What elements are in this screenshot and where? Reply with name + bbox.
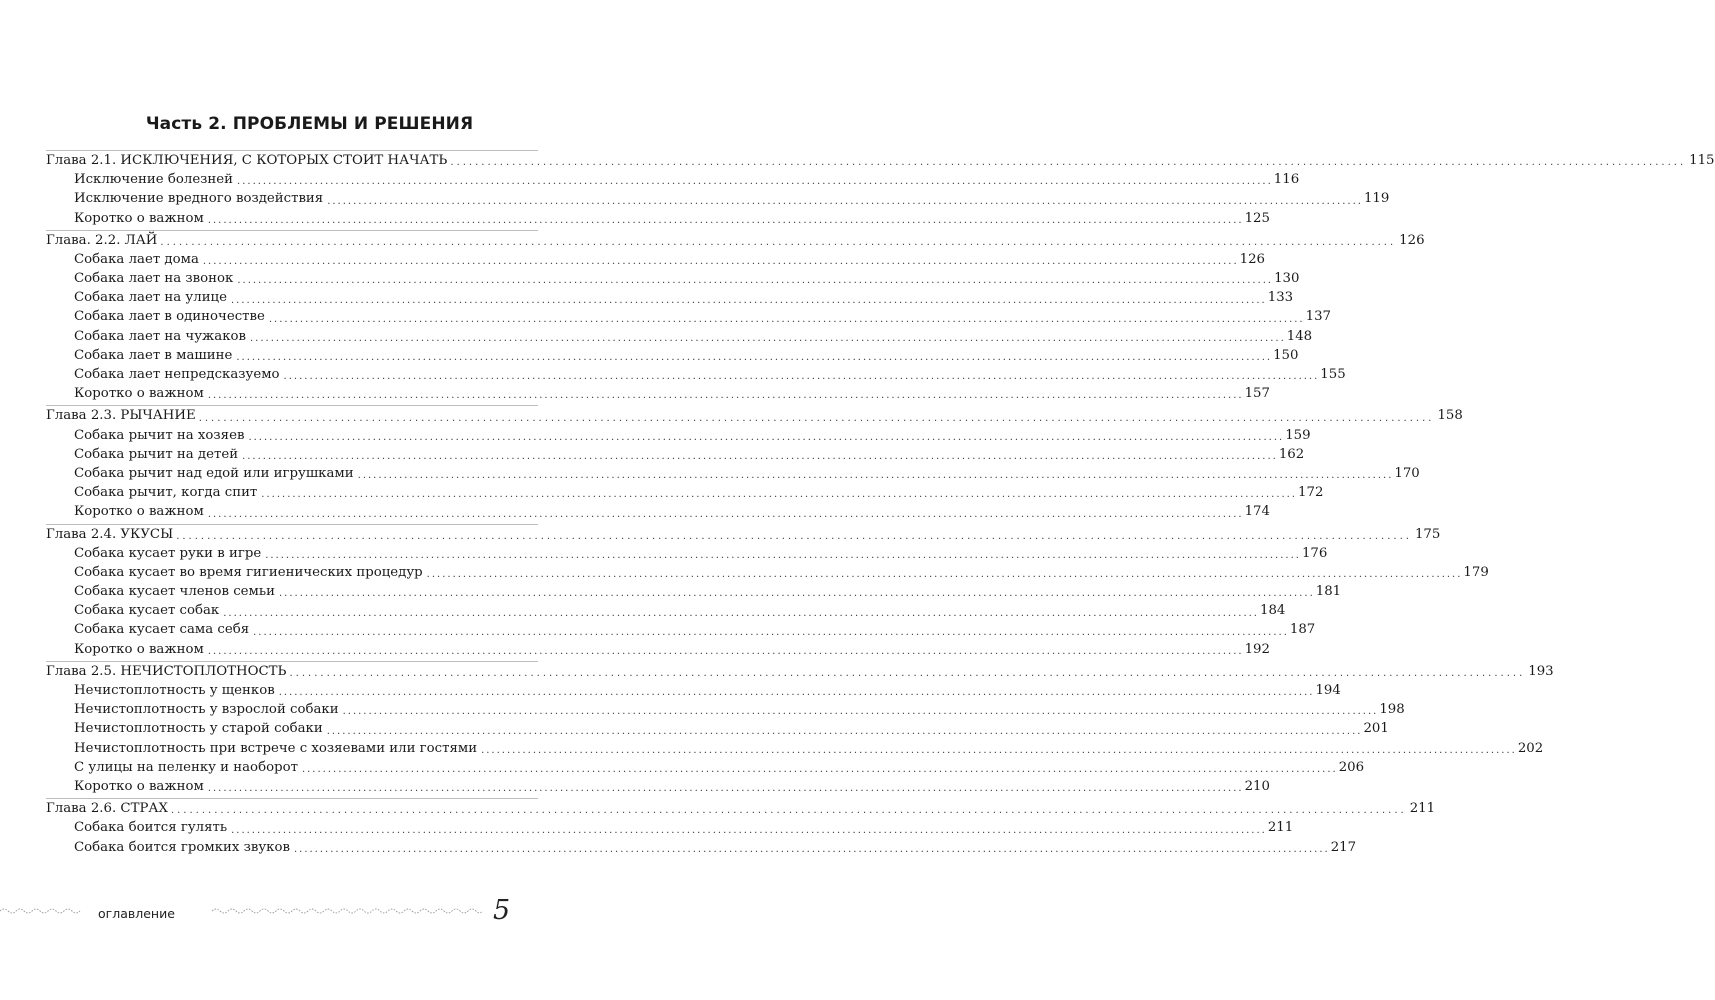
- toc-section-title: Собака боится громких звуков: [74, 839, 290, 855]
- toc-chapter-title: Глава 2.3. РЫЧАНИЕ: [46, 408, 196, 424]
- toc-section-page-number: 194: [1315, 683, 1341, 699]
- toc-section-title: Собака боится гулять: [74, 820, 228, 836]
- dot-leader: ........................................................................................................................................................................................................: [170, 805, 1407, 817]
- dot-leader: ........................................................................................................................................................................................................: [279, 588, 1315, 600]
- toc-section-page-number: 187: [1289, 622, 1316, 638]
- toc-section-page-number: 184: [1259, 603, 1286, 619]
- toc-section-title: Собака рычит на детей: [74, 446, 239, 462]
- dot-leader: ........................................................................................................................................................................................................: [207, 645, 1244, 657]
- toc-section-page-number: 130: [1274, 271, 1300, 287]
- toc-section-page-number: 201: [1363, 721, 1389, 737]
- page-number: 5: [493, 895, 511, 926]
- toc-chapter-page-number: 211: [1409, 801, 1436, 817]
- toc-section-row[interactable]: [46, 502, 1270, 521]
- toc-section-row[interactable]: [46, 838, 1357, 857]
- toc-section-page-number: 119: [1363, 191, 1390, 207]
- page-footer: [0, 897, 619, 927]
- dot-leader: ........................................................................................................................................................................................................: [278, 687, 1315, 699]
- footer-section-label: оглавление: [98, 906, 175, 921]
- toc-chapter-row[interactable]: [46, 798, 1436, 818]
- toc-section-page-number: 150: [1273, 347, 1299, 363]
- toc-section-page-number: 125: [1244, 210, 1270, 226]
- toc-section-page-number: 157: [1244, 386, 1270, 402]
- toc-section-row[interactable]: [46, 250, 1266, 269]
- dot-leader: ........................................................................................................................................................................................................: [253, 626, 1289, 638]
- toc-section-page-number: 170: [1394, 465, 1420, 481]
- toc-chapter-row[interactable]: [46, 524, 1441, 544]
- toc-section-title: Собака кусает сама себя: [74, 622, 250, 638]
- toc-section-title: Нечистоплотность у взрослой собаки: [74, 702, 339, 718]
- footer-wave-left-decoration: [0, 905, 80, 917]
- toc-section-title: С улицы на пеленку и наоборот: [74, 759, 298, 775]
- dot-leader: ........................................................................................................................................................................................................: [450, 157, 1687, 169]
- toc-chapter-title: Глава 2.4. УКУСЫ: [46, 526, 174, 542]
- toc-section-title: Собака лает в одиночестве: [74, 309, 265, 325]
- dot-leader: ........................................................................................................................................................................................................: [202, 256, 1239, 268]
- toc-chapter: [46, 230, 1425, 404]
- dot-leader: ........................................................................................................................................................................................................: [326, 725, 1363, 737]
- toc-section-title: Нечистоплотность у старой собаки: [74, 721, 323, 737]
- dot-leader: ........................................................................................................................................................................................................: [342, 706, 1379, 718]
- toc-section-row[interactable]: [46, 640, 1270, 659]
- toc-section-row[interactable]: [46, 483, 1324, 502]
- dot-leader: ........................................................................................................................................................................................................: [207, 508, 1244, 520]
- toc-section-title: Собака кусает во время гигиенических процедур: [74, 564, 423, 580]
- toc-section-row[interactable]: [46, 426, 1311, 445]
- toc-section-page-number: 179: [1463, 564, 1489, 580]
- dot-leader: ........................................................................................................................................................................................................: [261, 489, 1298, 501]
- toc-section-row[interactable]: [46, 445, 1305, 464]
- toc-section-page-number: 198: [1379, 702, 1405, 718]
- dot-leader: ........................................................................................................................................................................................................: [265, 549, 1301, 561]
- toc-section-row[interactable]: [46, 621, 1316, 640]
- toc-chapter-row[interactable]: [46, 405, 1463, 425]
- toc-section-page-number: 181: [1315, 584, 1342, 600]
- dot-leader: ........................................................................................................................................................................................................: [248, 431, 1285, 443]
- dot-leader: ........................................................................................................................................................................................................: [289, 668, 1526, 680]
- dot-leader: ........................................................................................................................................................................................................: [293, 843, 1330, 855]
- dot-leader: ........................................................................................................................................................................................................: [160, 236, 1397, 248]
- toc-section-title: Коротко о важном: [74, 641, 204, 657]
- toc-chapter-title: Глава 2.5. НЕЧИСТОПЛОТНОСТЬ: [46, 663, 287, 679]
- toc-section-page-number: 126: [1239, 251, 1266, 267]
- toc-section-row[interactable]: [46, 563, 1489, 582]
- toc-section-row[interactable]: [46, 601, 1286, 620]
- toc-chapter: [46, 524, 1489, 659]
- toc-chapter-row[interactable]: [46, 150, 1715, 170]
- toc-section-title: Нечистоплотность при встрече с хозяевами или гостями: [74, 740, 478, 756]
- toc-section-row[interactable]: [46, 719, 1389, 738]
- toc-section-title: Собака лает на чужаков: [74, 328, 246, 344]
- dot-leader: ........................................................................................................................................................................................................: [198, 412, 1435, 424]
- dot-leader: ........................................................................................................................................................................................................: [250, 332, 1286, 344]
- toc-chapter-row[interactable]: [46, 661, 1554, 681]
- dot-leader: ........................................................................................................................................................................................................: [231, 824, 1267, 836]
- toc-section-page-number: 162: [1278, 446, 1305, 462]
- dot-leader: ........................................................................................................................................................................................................: [223, 607, 1259, 619]
- footer-wave-right-decoration: [212, 905, 482, 917]
- toc-section-row[interactable]: [46, 818, 1294, 837]
- toc-section-title: Нечистоплотность у щенков: [74, 683, 275, 699]
- toc-section-row[interactable]: [46, 346, 1299, 365]
- toc-section-row[interactable]: [46, 189, 1390, 208]
- dot-leader: ........................................................................................................................................................................................................: [237, 275, 1274, 287]
- dot-leader: ........................................................................................................................................................................................................: [268, 313, 1305, 325]
- toc-chapter: [46, 150, 1715, 228]
- toc-chapter-title: Глава 2.6. СТРАХ: [46, 801, 168, 817]
- toc-section-title: Собака лает непредсказуемо: [74, 367, 280, 383]
- toc-section-page-number: 211: [1267, 820, 1294, 836]
- dot-leader: ........................................................................................................................................................................................................: [230, 294, 1267, 306]
- toc-section-page-number: 159: [1285, 427, 1311, 443]
- toc-section-row[interactable]: [46, 269, 1300, 288]
- toc-section-page-number: 206: [1338, 759, 1365, 775]
- part-title: Часть 2. ПРОБЛЕМЫ И РЕШЕНИЯ: [145, 114, 474, 134]
- toc-section-title: Собака кусает собак: [74, 603, 220, 619]
- toc-section-row[interactable]: [46, 288, 1294, 307]
- toc-section-page-number: 116: [1273, 172, 1300, 188]
- dot-leader: ........................................................................................................................................................................................................: [426, 569, 1463, 581]
- toc-section-page-number: 176: [1301, 545, 1328, 561]
- toc-section-row[interactable]: [46, 365, 1346, 384]
- toc-section-row[interactable]: [46, 739, 1544, 758]
- toc-section-page-number: 192: [1244, 641, 1270, 657]
- toc-chapter-title: Глава. 2.2. ЛАЙ: [46, 232, 158, 248]
- toc-section-title: Собака лает на улице: [74, 290, 227, 306]
- table-of-contents: [46, 150, 1715, 859]
- toc-section-row[interactable]: [46, 758, 1365, 777]
- toc-section-page-number: 217: [1330, 839, 1357, 855]
- toc-section-row[interactable]: [46, 209, 1270, 228]
- toc-section-row[interactable]: [46, 681, 1341, 700]
- toc-chapter-row[interactable]: [46, 230, 1425, 250]
- toc-section-page-number: 133: [1267, 290, 1294, 306]
- dot-leader: ........................................................................................................................................................................................................: [237, 176, 1273, 188]
- dot-leader: ........................................................................................................................................................................................................: [207, 214, 1244, 226]
- toc-chapter: [46, 798, 1436, 857]
- dot-leader: ........................................................................................................................................................................................................: [327, 195, 1363, 207]
- toc-chapter-page-number: 175: [1414, 526, 1441, 542]
- toc-section-title: Собака лает дома: [74, 251, 199, 267]
- toc-chapter-page-number: 158: [1437, 408, 1463, 424]
- toc-section-row[interactable]: [46, 170, 1300, 189]
- toc-section-title: Коротко о важном: [74, 504, 204, 520]
- toc-section-page-number: 137: [1305, 309, 1331, 325]
- toc-section-row[interactable]: [46, 777, 1270, 796]
- toc-section-page-number: 172: [1298, 485, 1324, 501]
- toc-section-row[interactable]: [46, 384, 1270, 403]
- dot-leader: ........................................................................................................................................................................................................: [301, 764, 1338, 775]
- toc-section-title: Собака лает на звонок: [74, 271, 234, 287]
- toc-section-page-number: 202: [1517, 740, 1544, 756]
- toc-section-title: Исключение вредного воздействия: [74, 191, 324, 207]
- toc-chapter: [46, 405, 1463, 521]
- toc-chapter: [46, 661, 1554, 796]
- dot-leader: ........................................................................................................................................................................................................: [207, 783, 1244, 795]
- toc-chapter-page-number: 193: [1528, 663, 1554, 679]
- dot-leader: ........................................................................................................................................................................................................: [283, 371, 1320, 383]
- dot-leader: ........................................................................................................................................................................................................: [236, 352, 1273, 364]
- toc-chapter-title: Глава 2.1. ИСКЛЮЧЕНИЯ, С КОТОРЫХ СТОИТ НАЧАТЬ: [46, 152, 448, 168]
- toc-section-page-number: 155: [1320, 367, 1346, 383]
- toc-section-title: Собака кусает руки в игре: [74, 545, 262, 561]
- dot-leader: ........................................................................................................................................................................................................: [176, 530, 1412, 542]
- toc-section-row[interactable]: [46, 464, 1420, 483]
- toc-section-row[interactable]: [46, 582, 1342, 601]
- toc-section-title: Исключение болезней: [74, 172, 234, 188]
- toc-section-page-number: 148: [1286, 328, 1313, 344]
- toc-section-title: Собака лает в машине: [74, 347, 233, 363]
- dot-leader: ........................................................................................................................................................................................................: [357, 470, 1394, 482]
- toc-section-title: Коротко о важном: [74, 210, 204, 226]
- toc-section-title: Коротко о важном: [74, 386, 204, 402]
- toc-section-title: Собака рычит, когда спит: [74, 485, 258, 501]
- toc-section-page-number: 174: [1244, 504, 1270, 520]
- toc-section-title: Собака рычит над едой или игрушками: [74, 465, 354, 481]
- toc-section-row[interactable]: [46, 700, 1405, 719]
- toc-chapter-page-number: 115: [1689, 152, 1715, 168]
- dot-leader: ........................................................................................................................................................................................................: [242, 451, 1278, 462]
- toc-section-title: Собака рычит на хозяев: [74, 427, 245, 443]
- dot-leader: ........................................................................................................................................................................................................: [207, 390, 1244, 402]
- toc-section-page-number: 210: [1244, 778, 1270, 794]
- toc-section-row[interactable]: [46, 327, 1313, 346]
- toc-section-title: Коротко о важном: [74, 778, 204, 794]
- dot-leader: ........................................................................................................................................................................................................: [481, 744, 1517, 756]
- toc-section-title: Собака кусает членов семьи: [74, 584, 275, 600]
- toc-section-row[interactable]: [46, 544, 1328, 563]
- toc-chapter-page-number: 126: [1399, 232, 1425, 248]
- toc-section-row[interactable]: [46, 308, 1331, 327]
